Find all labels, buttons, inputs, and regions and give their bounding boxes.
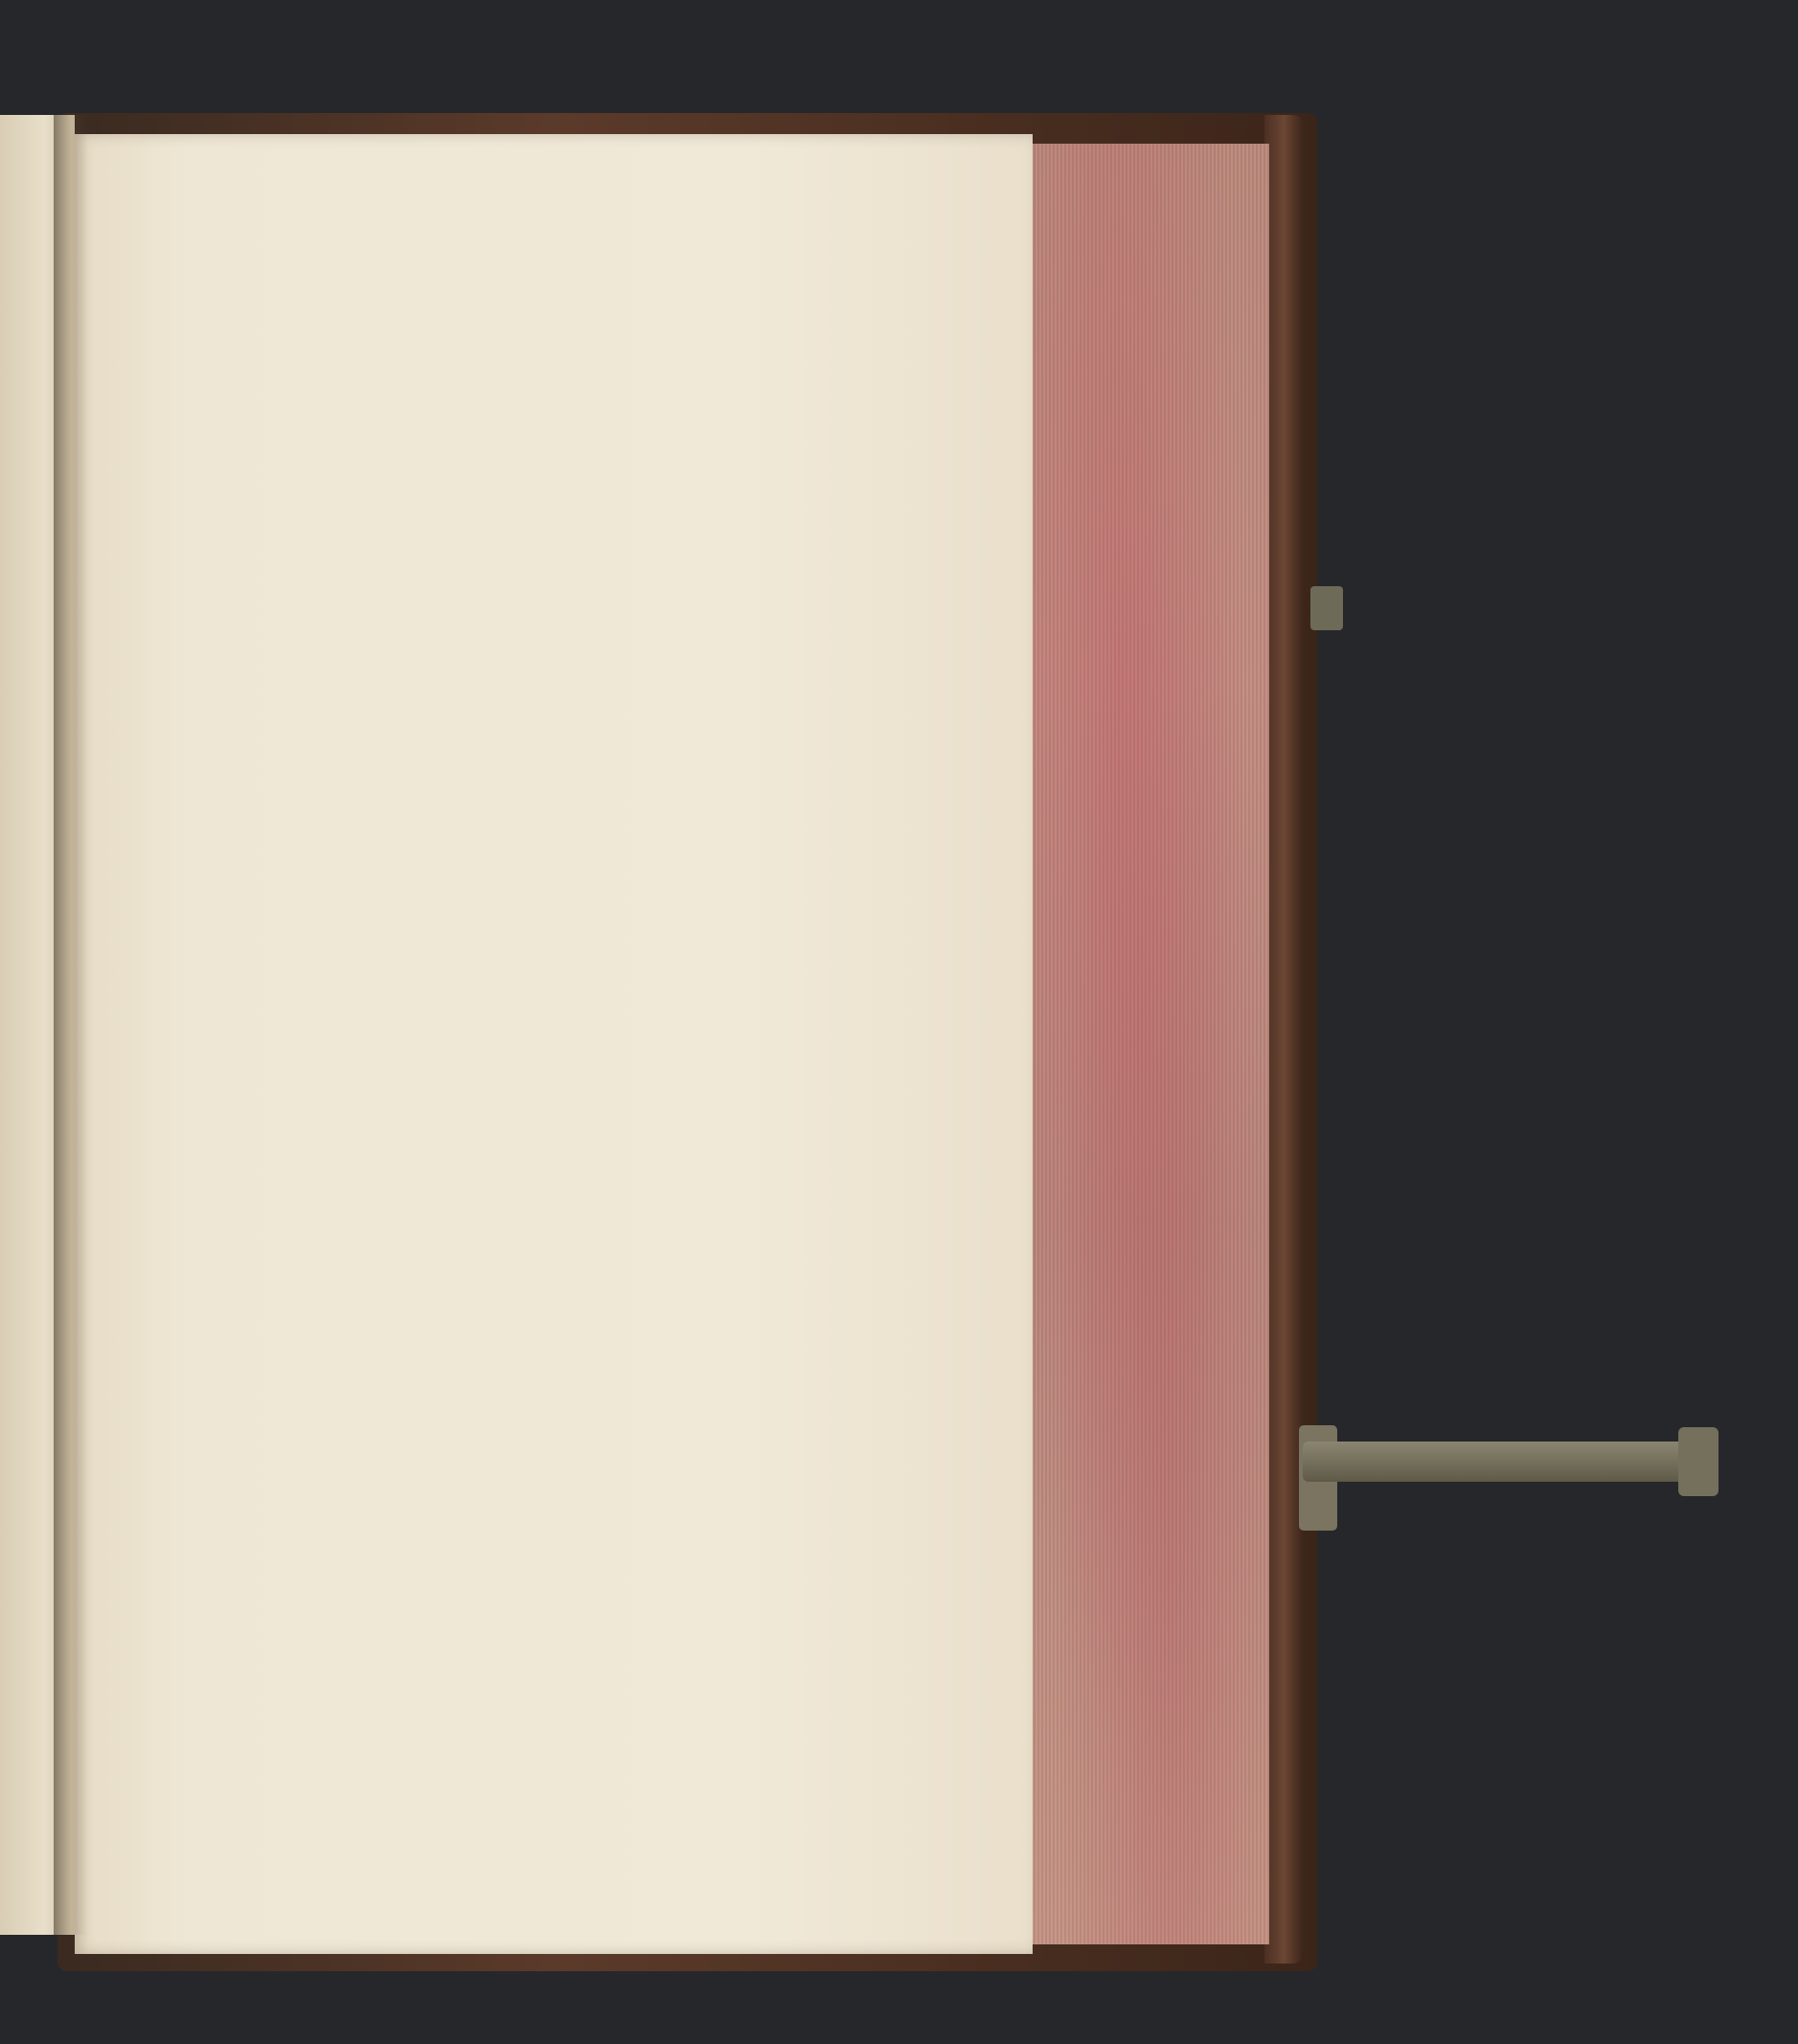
page-fore-edge bbox=[1020, 144, 1269, 1944]
running-head bbox=[129, 186, 896, 243]
gutter-shadow bbox=[54, 115, 88, 1935]
right-page bbox=[75, 134, 1033, 1954]
clasp-end bbox=[1678, 1427, 1718, 1496]
clasp-catch bbox=[1310, 586, 1343, 630]
book-board-edge bbox=[1264, 115, 1303, 1964]
clasp-bar bbox=[1303, 1442, 1705, 1482]
